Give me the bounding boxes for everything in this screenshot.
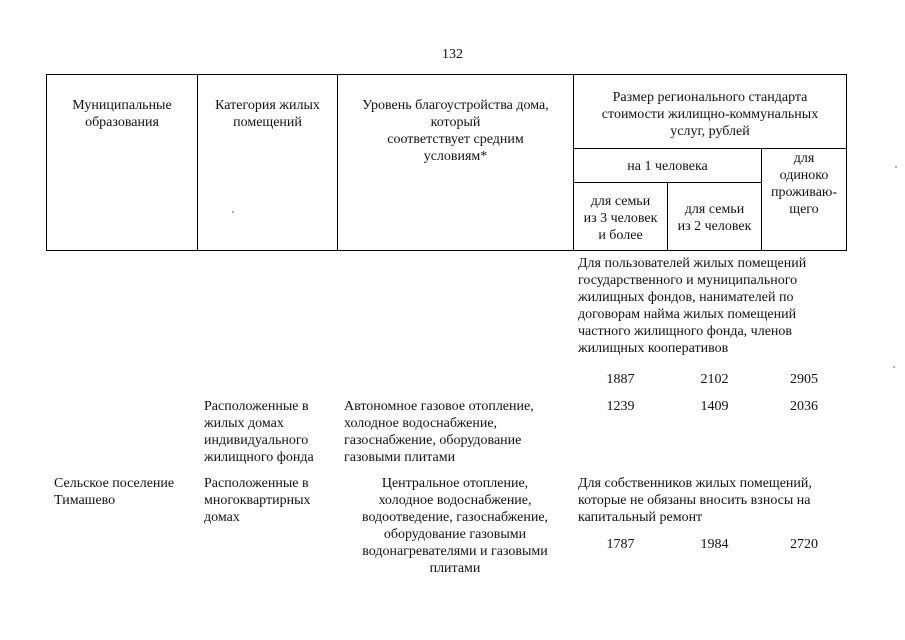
row1-family3-value: 1887: [606, 372, 635, 387]
header-family2: для семьи из 2 человек: [677, 202, 752, 234]
header-standard: Размер регионального стандарта стоимости жилищно-коммунальных услуг, рублей: [601, 90, 819, 139]
row3-municipal: Сельское поселение Тимашево: [54, 476, 175, 508]
row3-category: Расположенные в многоквартирных домах: [204, 476, 311, 525]
row3-family3-value: 1787: [606, 537, 635, 552]
row2-family3-value: 1239: [606, 399, 635, 414]
row2-level: Автономное газовое отопление, холодное водоснабжение, газоснабжение, оборудование газовыми плитами: [344, 399, 534, 465]
header-right-border: [846, 74, 847, 251]
row2-category: Расположенные в жилых домах индивидуального жилищного фонда: [204, 399, 314, 465]
row2-single-value: 2036: [790, 399, 818, 414]
row3-level: Центральное отопление, холодное водоснабжение, водоотведение, газоснабжение, оборудование газовыми водонагревателями и газовыми плитами: [361, 476, 549, 576]
header-single: для одиноко проживаю- щего: [770, 151, 838, 217]
row1-single-value: 2905: [790, 372, 818, 387]
row1-family2-value: 2102: [700, 372, 729, 387]
row3-family2-value: 1984: [700, 537, 729, 552]
row2-family2-value: 1409: [700, 399, 729, 414]
page-number: 132: [442, 47, 463, 62]
scan-speck: [895, 166, 897, 168]
scan-speck: [893, 366, 895, 368]
header-per-person: на 1 человека: [627, 159, 708, 174]
scan-speck: [232, 211, 234, 213]
group1-note: Для пользователей жилых помещений государственного и муниципального жилищных фондов, нанимателей по договорам найма жилых помещений частного жилищного фонда, членов жилищных кооперативов: [578, 256, 807, 356]
header-family3: для семьи из 3 человек и более: [583, 194, 658, 243]
header-municipal: Муниципальные образования: [72, 98, 172, 130]
header-category: Категория жилых помещений: [215, 98, 320, 130]
header-standard-divider: [573, 148, 847, 149]
header-top-border: [46, 74, 847, 75]
row3-single-value: 2720: [790, 537, 818, 552]
row3-note: Для собственников жилых помещений, которые не обязаны вносить взносы на капитальный ремонт: [578, 476, 812, 525]
header-level: Уровень благоустройства дома, который соответствует средним условиям*: [362, 98, 549, 164]
header-bottom-border: [46, 250, 847, 251]
